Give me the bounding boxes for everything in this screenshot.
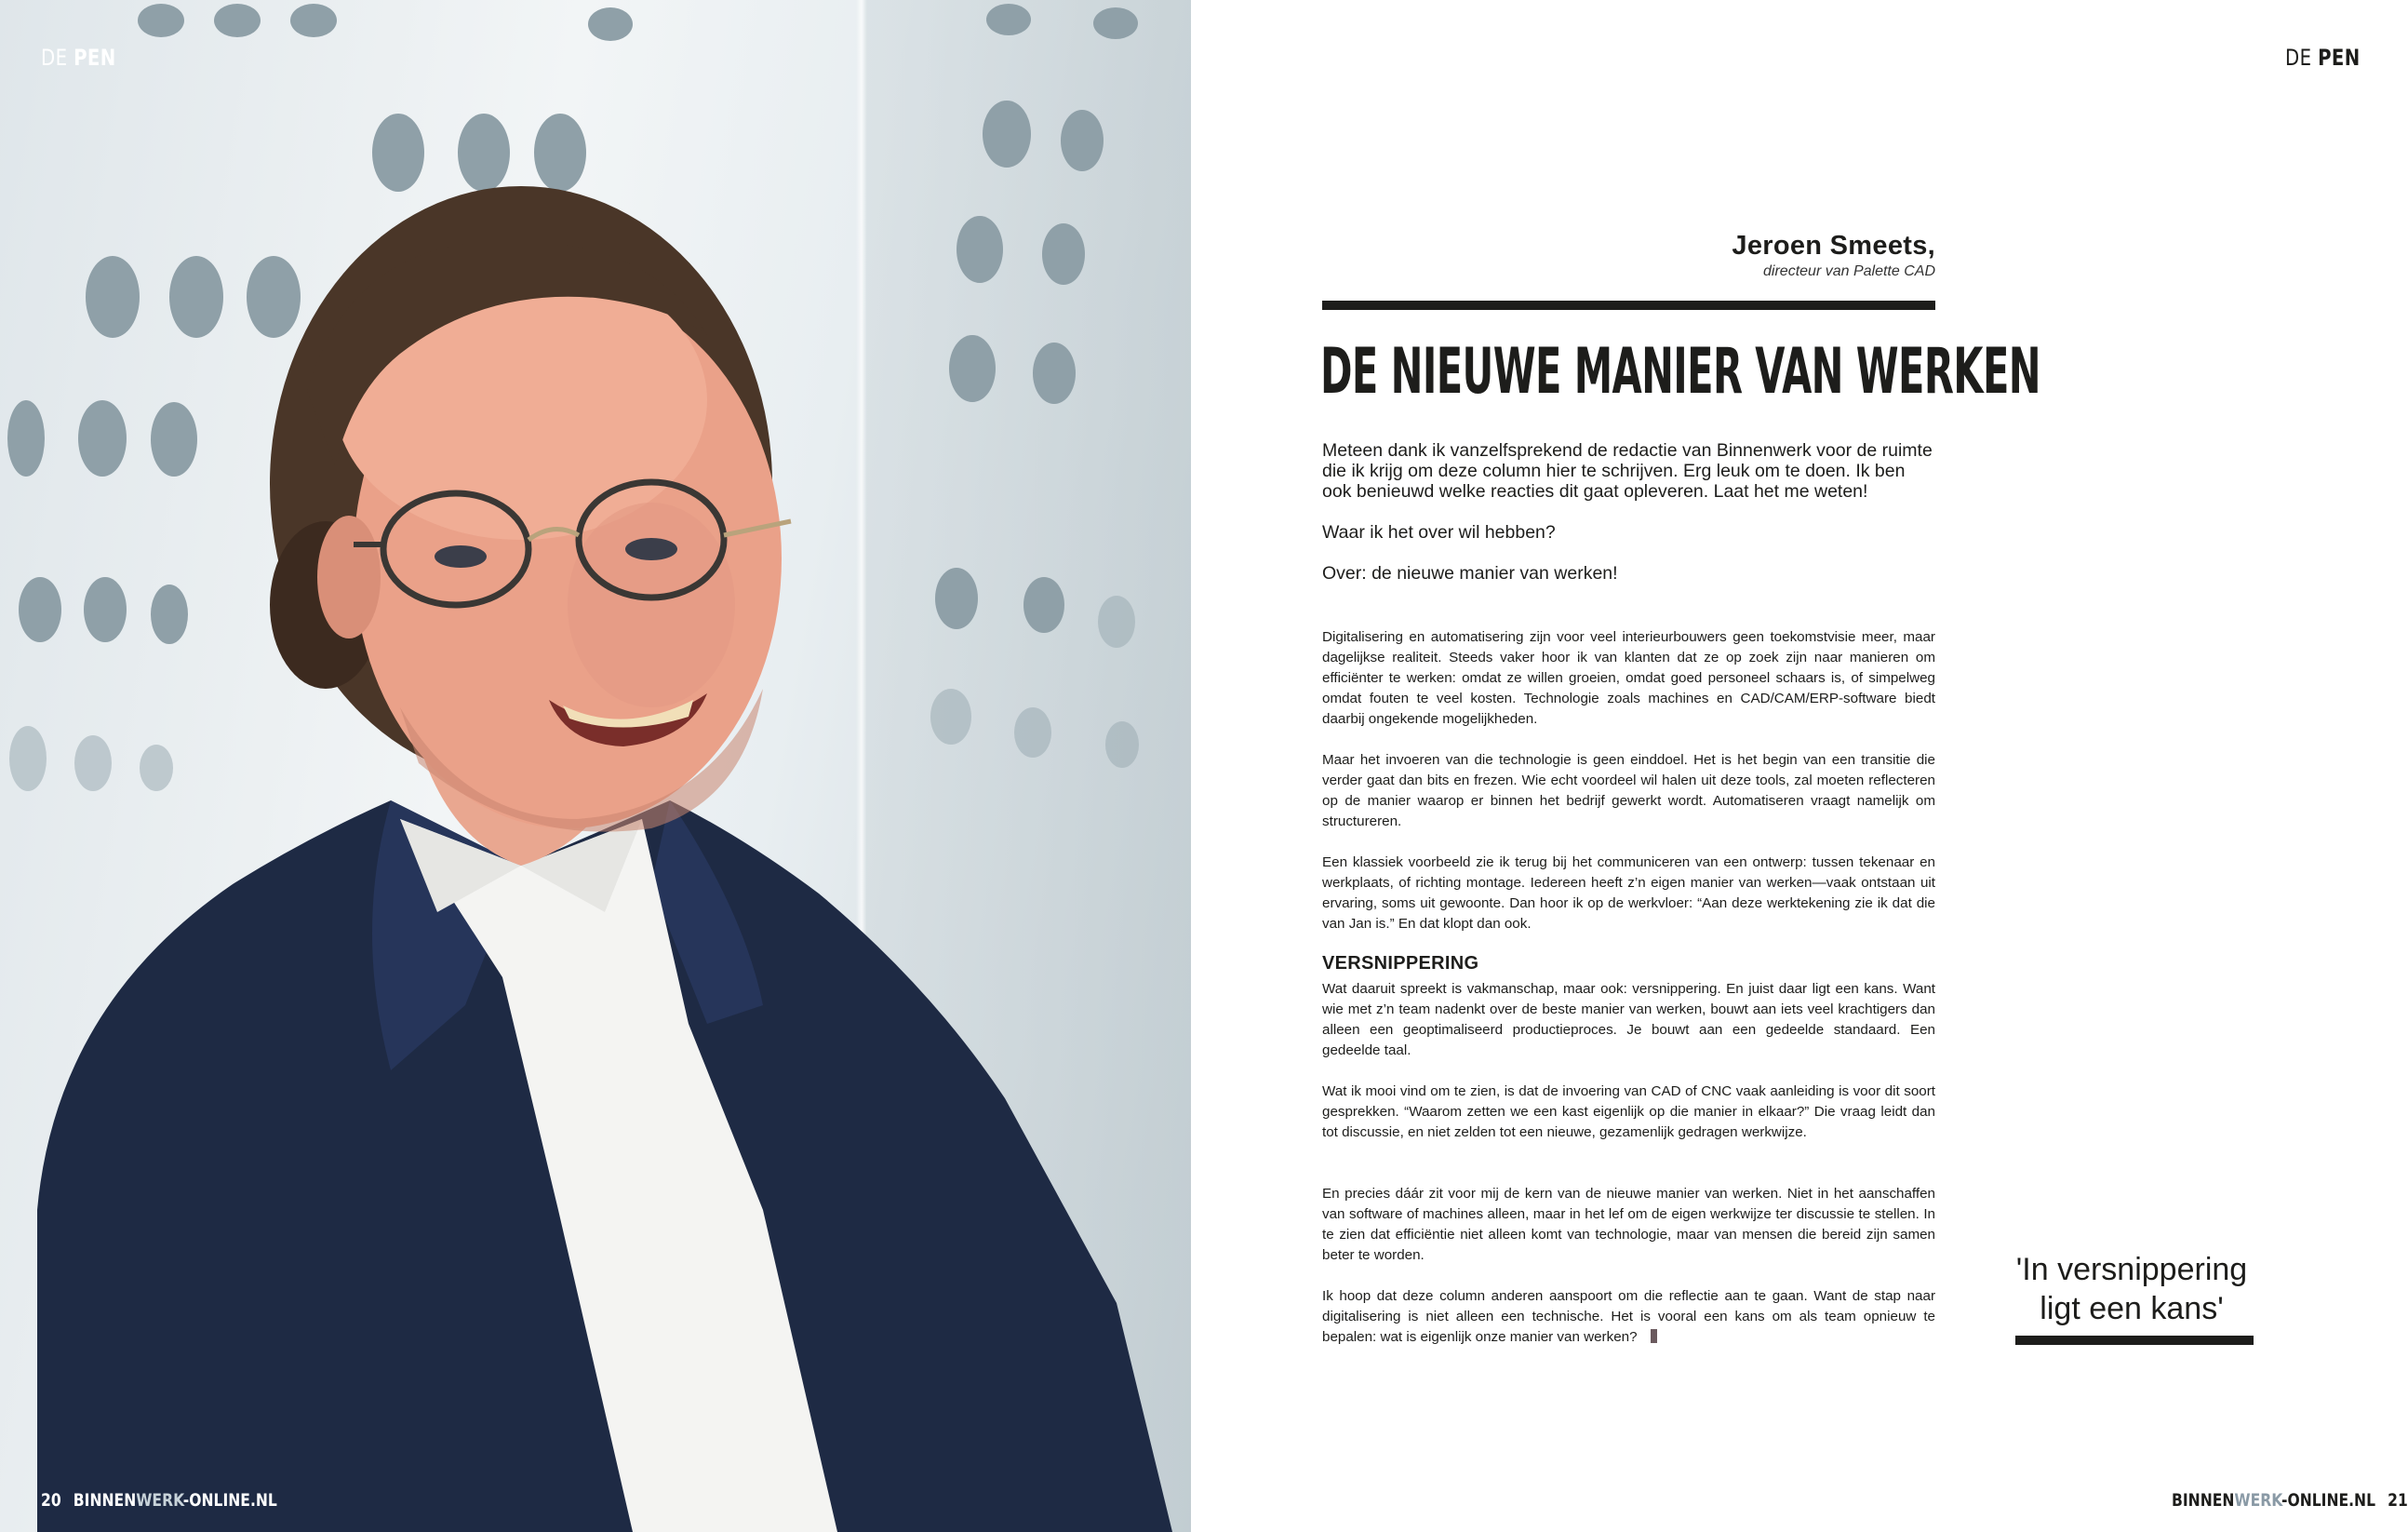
pull-quote-rule xyxy=(2015,1336,2254,1345)
running-head-right-bold: PEN xyxy=(2318,45,2361,71)
site-name-part1: BINNEN xyxy=(2172,1490,2235,1511)
body-paragraph: En precies dáár zit voor mij de kern van de nieuwe manier van werken. Niet in het aanschaffen van software of machines alleen, maar in het lef om de eigen werkwijze ter discussie te stellen. In te zien dat efficiëntie niet alleen komt van technologie, maar van mensen die bereid zijn samen beter te worden. xyxy=(1322,1186,1935,1263)
site-name-part2: WERK xyxy=(136,1490,183,1511)
body-paragraph-final xyxy=(1322,1286,1935,1348)
page-number-right: 21 xyxy=(2388,1490,2408,1511)
running-head-left-bold: PEN xyxy=(74,45,116,71)
running-head-left-thin: DE xyxy=(41,45,68,71)
site-name-part3: -ONLINE.NL xyxy=(2281,1490,2376,1511)
byline xyxy=(1582,231,1935,280)
footer-right xyxy=(2172,1490,2408,1511)
page-number-left: 20 xyxy=(41,1490,61,1511)
intro-answer: Over: de nieuwe manier van werken! xyxy=(1322,563,1618,584)
author-role: directeur van Palette CAD xyxy=(1763,263,1935,279)
final-paragraph-text: Ik hoop dat deze column anderen aanspoort om die reflectie aan te gaan. Want de stap naar digitalisering is niet alleen een technische. Het is vooral een kans om als team opnieuw te bepalen: wat is eigenlijk onze manier van werken? xyxy=(1322,1288,1935,1345)
left-page-photo xyxy=(0,0,1191,1532)
site-name-part3: -ONLINE.NL xyxy=(182,1490,277,1511)
footer-left xyxy=(41,1490,277,1511)
title-rule xyxy=(1322,301,1935,310)
body-paragraph: Een klassiek voorbeeld zie ik terug bij het communiceren van een ontwerp: tussen tekenaar en werkplaats, of richting montage. Iedereen heeft z’n eigen manier van werken—vaak ontstaan uit ervaring, soms uit gewoonte. Dan hoor ik op de werkvloer: “Aan deze werktekening zie ik dat die van Jan is.” En dat klopt dan ook. xyxy=(1322,854,1935,932)
running-head-left xyxy=(41,45,116,71)
site-name-part1: BINNEN xyxy=(73,1490,137,1511)
body-paragraph: Wat daaruit spreekt is vakmanschap, maar ook: versnippering. En juist daar ligt een kans. Want wie met z’n team nadenkt over de beste manier van werken, bouwt aan iets veel krachtigers dan alleen een geoptimaliseerd productieproces. Je bouwt aan een gedeelde standaard. Een gedeelde taal. xyxy=(1322,981,1935,1058)
body-paragraph: Wat ik mooi vind om te zien, is dat de invoering van CAD of CNC vaak aanleiding is voor dit soort gesprekken. “Waarom zetten we een kast eigenlijk op die manier in elkaar?” Die vraag leidt dan tot discussie, en niet zelden tot een nieuwe, gezamenlijk gedragen werkwijze. xyxy=(1322,1083,1935,1140)
site-name-part2: WERK xyxy=(2234,1490,2281,1511)
article-title: DE NIEUWE MANIER VAN WERKEN xyxy=(1320,335,2040,409)
author-name: Jeroen Smeets, xyxy=(1732,231,1935,261)
intro-paragraph: Meteen dank ik vanzelfsprekend de redactie van Binnenwerk voor de ruimte die ik krijg om deze column hier te schrijven. Erg leuk om te doen. Ik ben ook benieuwd welke reacties dit gaat opleveren. Laat het me weten! xyxy=(1322,440,1933,502)
body-paragraph: Digitalisering en automatisering zijn voor veel interieurbouwers geen toekomstvisie meer, maar dagelijkse realiteit. Steeds vaker hoor ik van klanten dat ze op zoek zijn naar manieren om efficiënter te werken: omdat ze willen groeien, omdat goed personeel schaars is, of simpelweg omdat fouten te veel kosten. Technologie zoals machines en CAD/CAM/ERP-software biedt daarbij ongekende mogelijkheden. xyxy=(1322,629,1935,727)
end-mark xyxy=(1651,1329,1657,1343)
running-head-right-thin: DE xyxy=(2285,45,2312,71)
subheading: VERSNIPPERING xyxy=(1322,953,1479,974)
body-paragraph: Maar het invoeren van die technologie is geen einddoel. Het is het begin van een transitie die verder gaat dan bits en frezen. Wie echt voordeel wil halen uit deze tools, zal moeten reflecteren op de manier waarop er binnen het bedrijf gewerkt wordt. Automatiseren vraagt namelijk om structureren. xyxy=(1322,752,1935,829)
running-head-right xyxy=(2285,45,2361,71)
intro-question: Waar ik het over wil hebben? xyxy=(1322,522,1556,543)
pull-quote: 'In versnippering ligt een kans' xyxy=(2015,1252,2248,1326)
portrait-photo xyxy=(0,0,1191,1532)
